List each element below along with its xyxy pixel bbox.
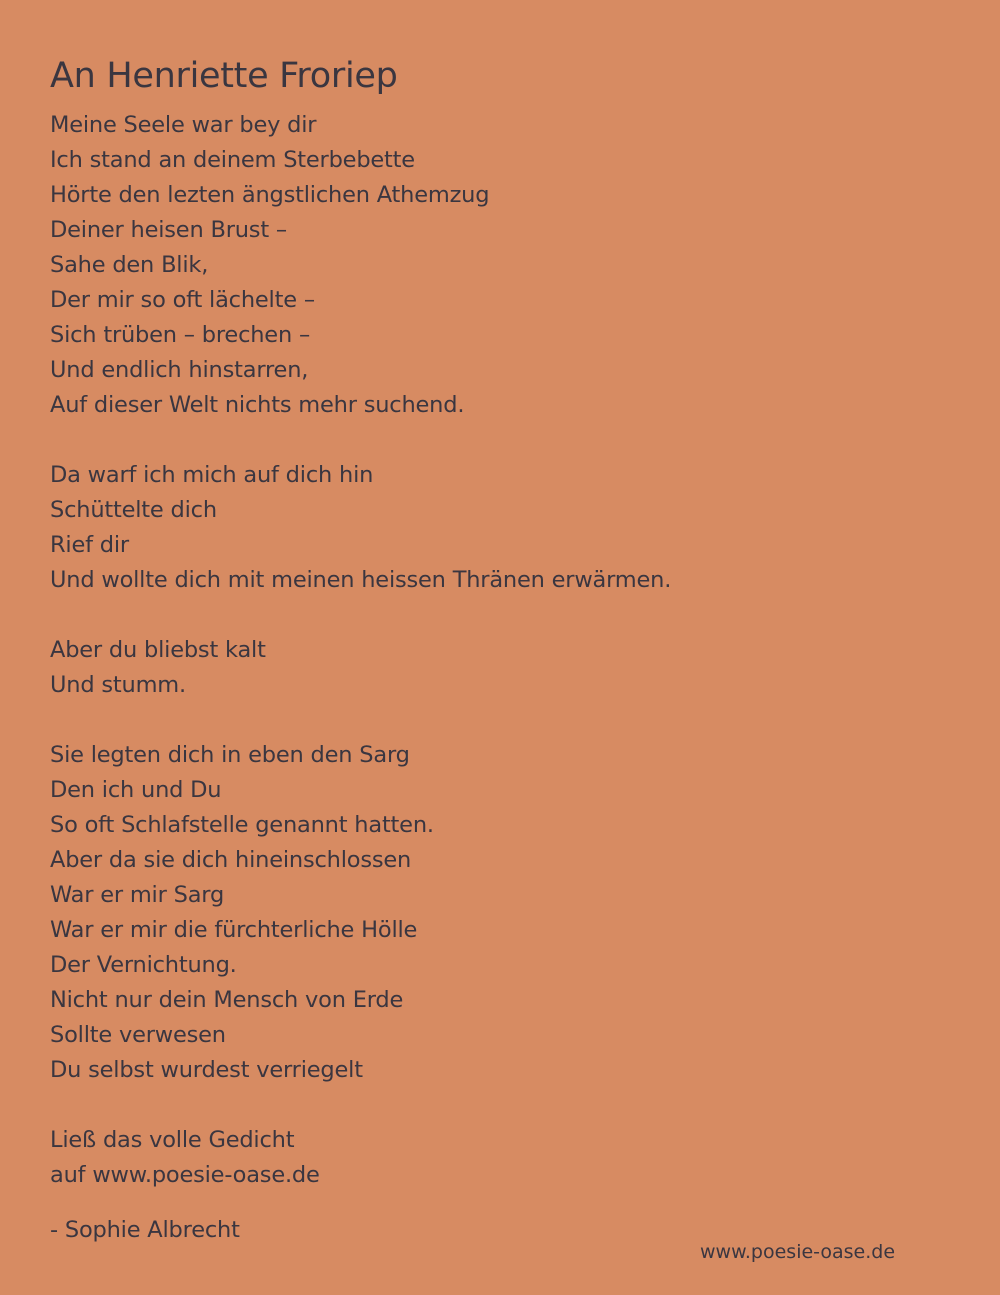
poem-line: Nicht nur dein Mensch von Erde [50,987,404,1013]
footer-url: www.poesie-oase.de [700,1241,896,1263]
poem-line: Aber du bliebst kalt [50,637,266,663]
poem-line: Auf dieser Welt nichts mehr suchend. [50,392,465,418]
poem-line: Schüttelte dich [50,497,217,523]
poem-line: Den ich und Du [50,777,222,803]
poem-line: Ich stand an deinem Sterbebette [50,147,415,173]
poem-line: Sollte verwesen [50,1022,226,1048]
read-more-line: auf www.poesie-oase.de [50,1162,320,1188]
poem-line: Und stumm. [50,672,186,698]
poem-line: Da warf ich mich auf dich hin [50,462,374,488]
poem-line: Sie legten dich in eben den Sarg [50,742,410,768]
poem-line: Sahe den Blik, [50,252,209,278]
poem-line: War er mir Sarg [50,882,225,908]
poem-line: Meine Seele war bey dir [50,112,317,138]
poem-line: Und wollte dich mit meinen heissen Thränen erwärmen. [50,567,672,593]
poem-title: An Henriette Froriep [50,56,398,96]
poem-line: So oft Schlafstelle genannt hatten. [50,812,434,838]
poem-line: Rief dir [50,532,129,558]
poem-line: Der Vernichtung. [50,952,237,978]
poem-line: Und endlich hinstarren, [50,357,309,383]
poem-line: Aber da sie dich hineinschlossen [50,847,412,873]
read-more-line: Ließ das volle Gedicht [50,1127,295,1153]
poem-line: Sich trüben – brechen – [50,322,311,348]
poem-line: Deiner heisen Brust – [50,217,287,243]
poem-author: - Sophie Albrecht [50,1217,240,1243]
poem-line: Hörte den lezten ängstlichen Athemzug [50,182,490,208]
poem-line: War er mir die fürchterliche Hölle [50,917,418,943]
poem-line: Der mir so oft lächelte – [50,287,315,313]
poem-line: Du selbst wurdest verriegelt [50,1057,363,1083]
